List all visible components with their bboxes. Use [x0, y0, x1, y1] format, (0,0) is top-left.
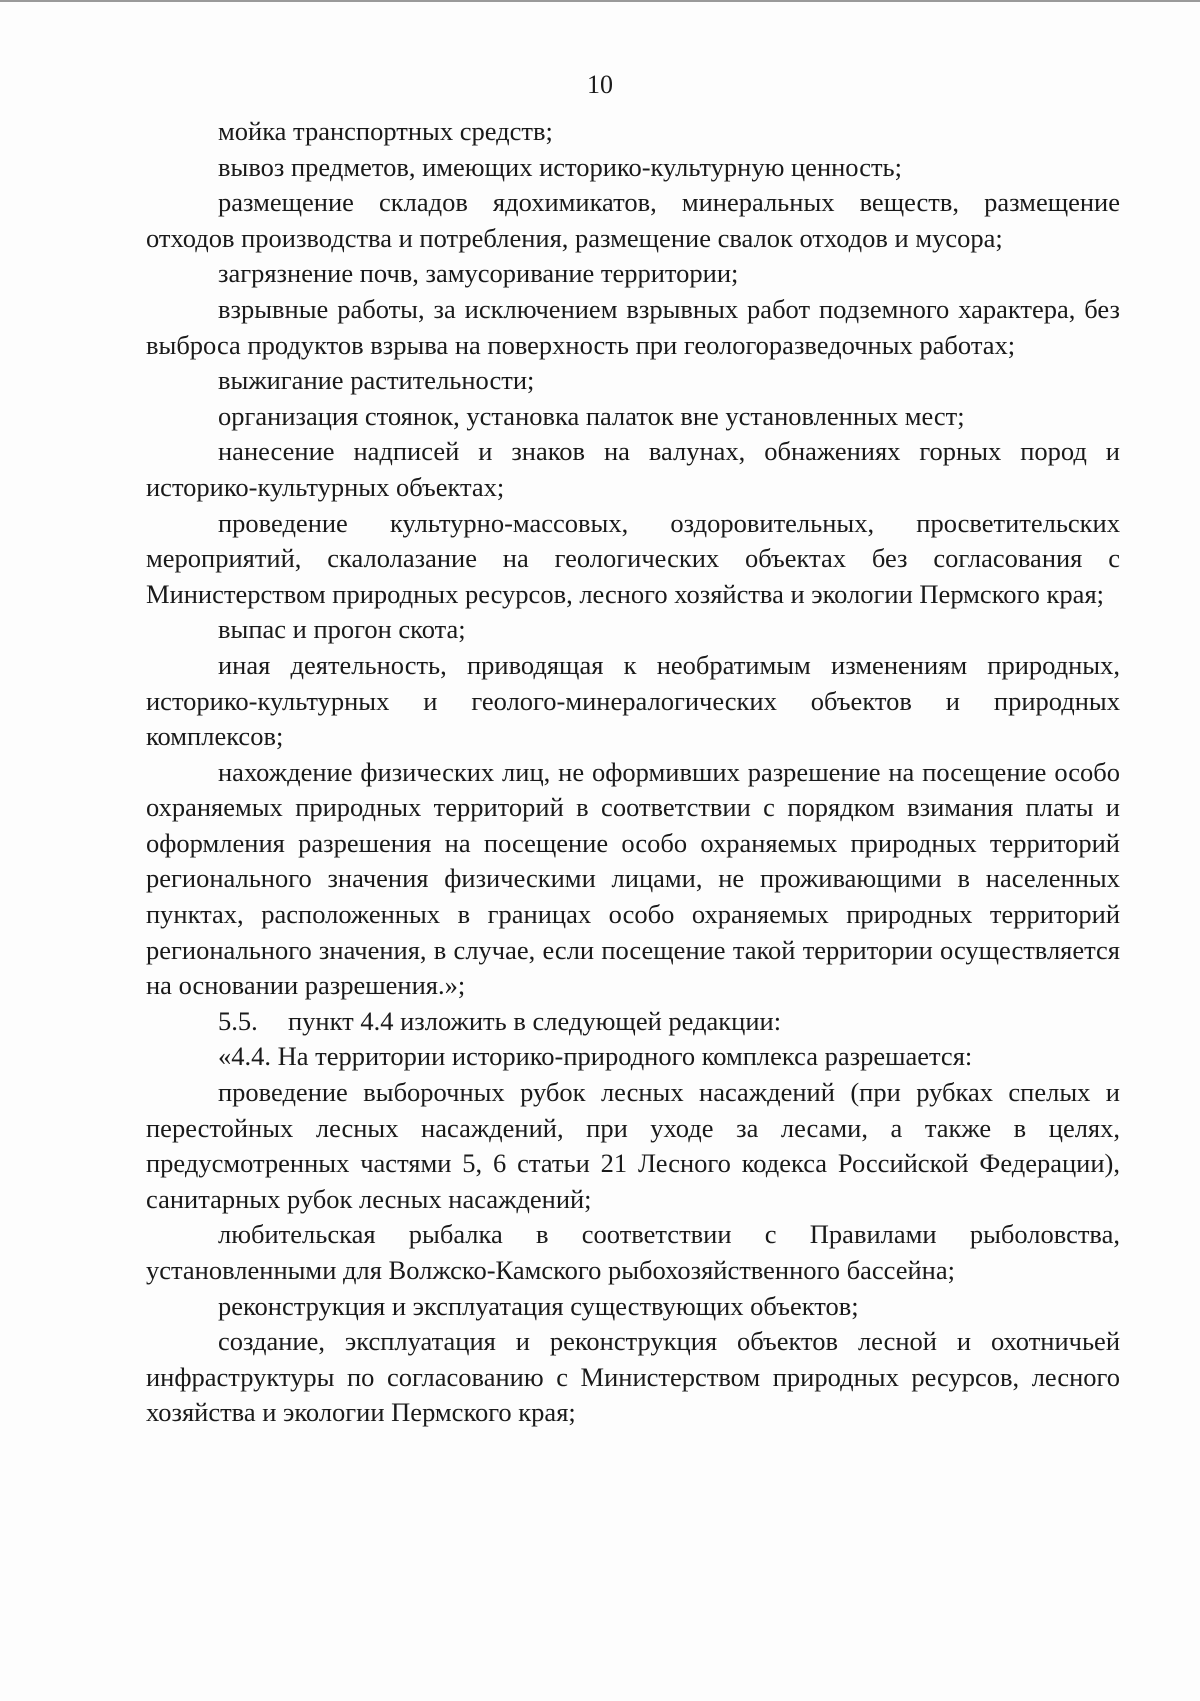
document-body: [146, 114, 1120, 1431]
paragraph: выпас и прогон скота;: [218, 614, 466, 645]
paragraph: вывоз предметов, имеющих историко-культурную ценность;: [218, 151, 903, 182]
page-top-edge: [0, 0, 1200, 2]
paragraph: нахождение физических лиц, не оформивших разрешение на посещение особо охраняемых природных территорий в соответствии с порядком взимания платы и оформления разрешения на посещение особо охраняемых природных территорий регионального значения физическими лицами, не проживающими в населенных пунктах, расположенных в границах особо охраняемых природных территорий регионального значения, в случае, если посещение такой территории осуществляется на основании разрешения.»;: [146, 756, 1120, 1001]
item-number: 5.5.: [218, 1005, 258, 1036]
paragraph: любительская рыбалка в соответствии с Правилами рыболовства, установленными для Волжско-Камского рыбохозяйственного бассейна;: [146, 1219, 1120, 1285]
paragraph: нанесение надписей и знаков на валунах, обнажениях горных пород и историко-культурных объектах;: [146, 436, 1120, 502]
paragraph: взрывные работы, за исключением взрывных работ подземного характера, без выброса продуктов взрыва на поверхность при геологоразведочных работах;: [146, 293, 1120, 360]
item-5-5: [146, 1004, 1120, 1040]
paragraph: проведение выборочных рубок лесных насаждений (при рубках спелых и перестойных лесных насаждений, при уходе за лесами, а также в целях, предусмотренных частями 5, 6 статьи 21 Лесного кодекса Российской Федерации), санитарных рубок лесных насаждений;: [146, 1077, 1120, 1214]
paragraph: «4.4. На территории историко-природного комплекса разрешается:: [218, 1041, 973, 1072]
paragraph: иная деятельность, приводящая к необратимым изменениям природных, историко-культурных и геолого-минералогических объектов и природных комплексов;: [146, 649, 1120, 752]
paragraph: размещение складов ядохимикатов, минеральных веществ, размещение отходов производства и потребления, размещение свалок отходов и мусора;: [146, 187, 1120, 253]
paragraph: проведение культурно-массовых, оздоровительных, просветительских мероприятий, скалолазание на геологических объектах без согласования с Министерством природных ресурсов, лесного хозяйства и экологии Пермского края;: [146, 507, 1120, 609]
paragraph: реконструкция и эксплуатация существующих объектов;: [218, 1290, 859, 1321]
paragraph: мойка транспортных средств;: [218, 116, 553, 146]
item-text: пункт 4.4 изложить в следующей редакции:: [288, 1005, 782, 1036]
paragraph: загрязнение почв, замусоривание территории;: [218, 258, 739, 289]
paragraph: выжигание растительности;: [218, 365, 535, 396]
page-number: 10: [587, 70, 613, 99]
paragraph: создание, эксплуатация и реконструкция объектов лесной и охотничьей инфраструктуры по согласованию с Министерством природных ресурсов, лесного хозяйства и экологии Пермского края;: [146, 1326, 1120, 1428]
paragraph: организация стоянок, установка палаток вне установленных мест;: [218, 400, 965, 431]
